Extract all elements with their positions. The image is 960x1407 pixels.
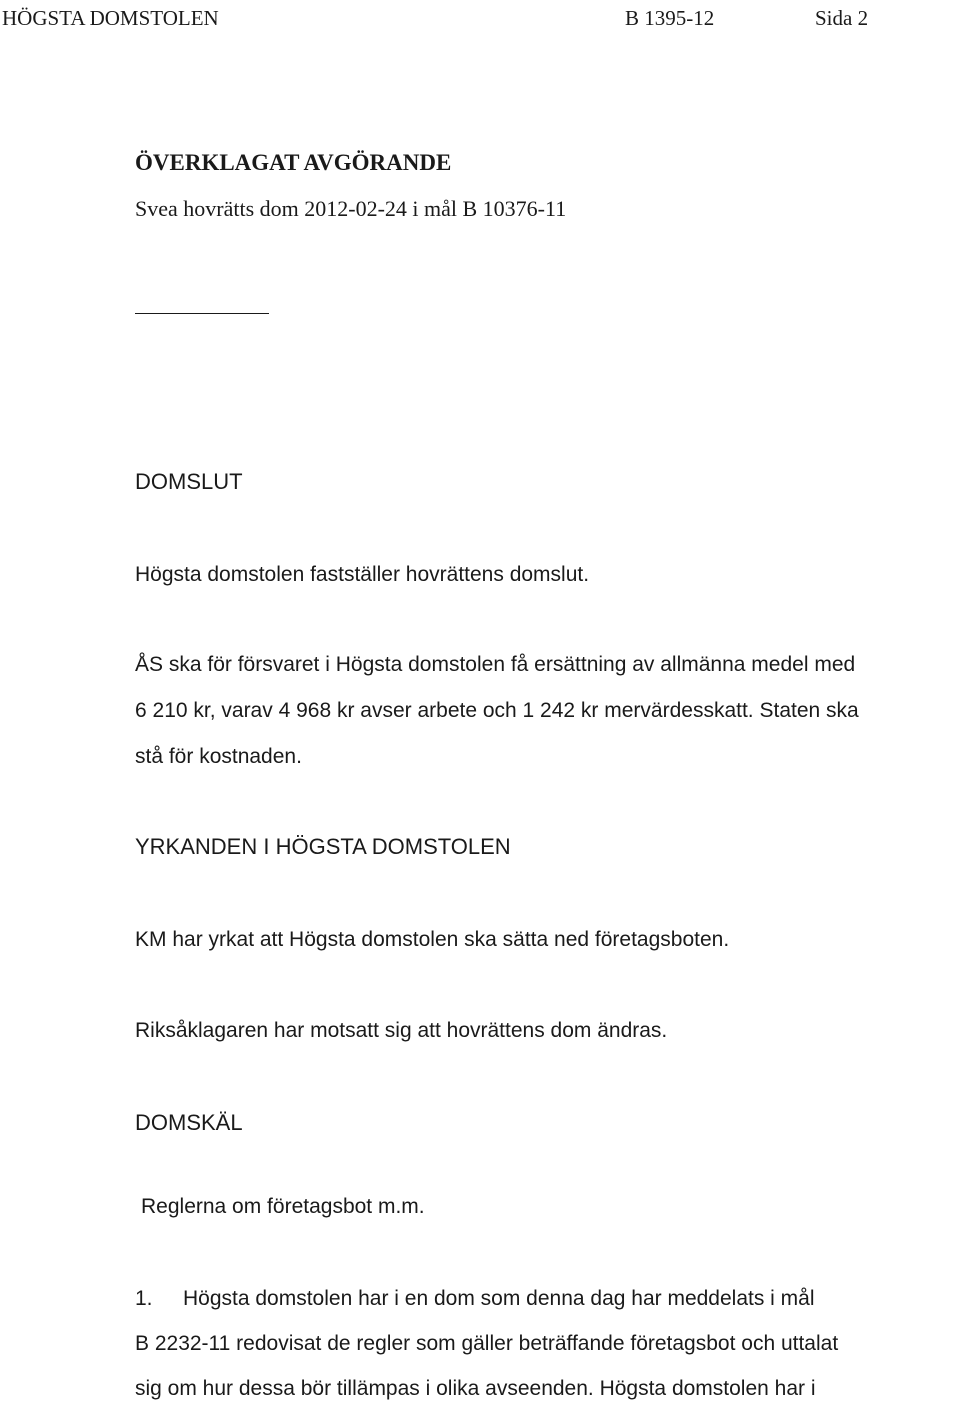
claims-heading: YRKANDEN I HÖGSTA DOMSTOLEN <box>135 834 511 859</box>
judgment-heading: DOMSLUT <box>135 469 243 494</box>
appealed-decision-heading: ÖVERKLAGAT AVGÖRANDE <box>135 150 452 175</box>
judgment-line: Högsta domstolen fastställer hovrättens domslut. <box>135 563 590 586</box>
reasons-subheading: Reglerna om företagsbot m.m. <box>141 1195 425 1218</box>
section-divider <box>135 313 269 314</box>
claims-line-1: KM har yrkat att Högsta domstolen ska sätta ned företagsboten. <box>135 928 730 951</box>
claims-line-2: Riksåklagaren har motsatt sig att hovrättens dom ändras. <box>135 1019 668 1042</box>
item-line-2: B 2232-11 redovisat de regler som gäller beträffande företagsbot och uttalat <box>135 1332 839 1355</box>
header-case-number: B 1395-12 <box>625 6 715 30</box>
item-line-1: Högsta domstolen har i en dom som denna dag har meddelats i mål <box>183 1287 815 1310</box>
item-line-3: sig om hur dessa bör tillämpas i olika avseenden. Högsta domstolen har i <box>135 1377 816 1400</box>
header-page-number: Sida 2 <box>815 6 869 30</box>
item-number: 1. <box>135 1287 153 1310</box>
appealed-decision-text: Svea hovrätts dom 2012-02-24 i mål B 10376-11 <box>135 196 567 221</box>
judgment-paragraph-line-2: 6 210 kr, varav 4 968 kr avser arbete och 1 242 kr mervärdesskatt. Staten ska <box>135 699 859 722</box>
judgment-paragraph-line-1: ÅS ska för försvaret i Högsta domstolen få ersättning av allmänna medel med <box>135 653 856 676</box>
judgment-paragraph-line-3: stå för kostnaden. <box>135 745 302 768</box>
reasons-heading: DOMSKÄL <box>135 1110 243 1135</box>
header-court-name: HÖGSTA DOMSTOLEN <box>2 6 219 30</box>
